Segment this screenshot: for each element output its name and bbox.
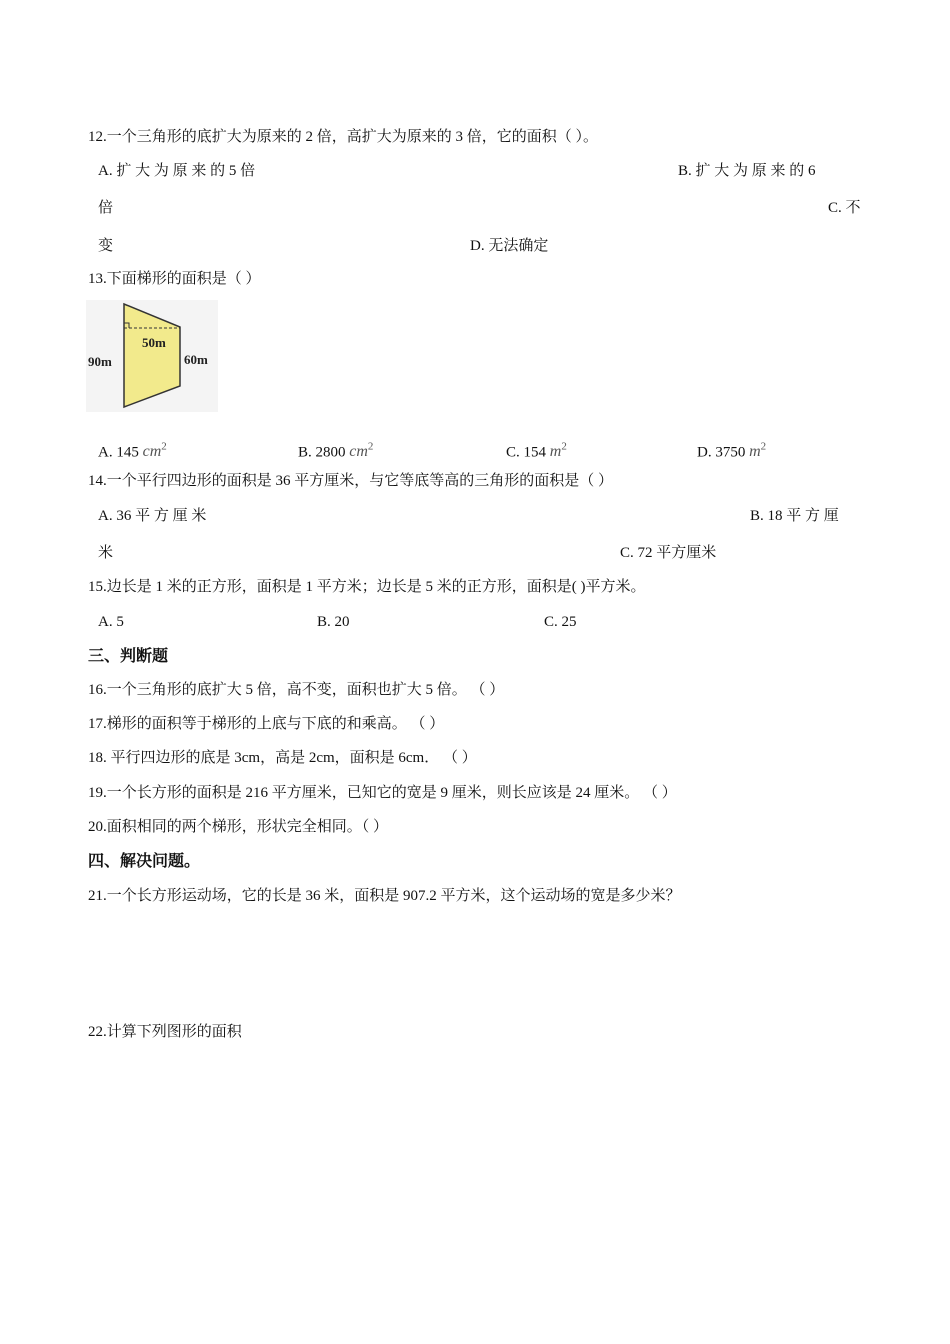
q12-option-a: A. 扩 大 为 原 来 的 5 倍 [98,163,256,179]
unit-exponent: 2 [367,441,374,453]
q15-option-c: C. 25 [544,614,577,630]
q13-option-d-value: D. 3750 [697,444,746,461]
trapezoid-figure [86,300,218,412]
q14-option-b-continued: 米 [98,545,114,561]
q14-stem: 14.一个平行四边形的面积是 36 平方厘米，与它等底等高的三角形的面积是（ ） [88,473,614,489]
unit-text: cm [349,443,368,461]
q20-statement: 20.面积相同的两个梯形，形状完全相同。（ ） [88,819,389,835]
q17-statement: 17.梯形的面积等于梯形的上底与下底的和乘高。 （ ） [88,716,445,732]
q16-statement: 16.一个三角形的底扩大 5 倍，高不变，面积也扩大 5 倍。 （ ） [88,682,505,698]
section-3-heading: 三、判断题 [88,646,169,665]
q15-option-b: B. 20 [317,614,350,630]
unit-text: cm [142,443,162,461]
unit-text: m [549,443,562,461]
q15-option-a: A. 5 [98,614,124,630]
q13-option-b-unit [349,443,373,460]
q13-stem: 13.下面梯形的面积是（ ） [88,271,261,287]
q18-statement: 18. 平行四边形的底是 3cm，高是 2cm，面积是 6cm． （ ） [88,750,477,766]
q12-option-c: C. 不 [828,200,861,216]
q13-option-d-unit [749,443,766,460]
label-60m: 60m [184,352,208,367]
unit-exponent: 2 [760,441,767,453]
q12-stem: 12.一个三角形的底扩大为原来的 2 倍，高扩大为原来的 3 倍，它的面积（ ）。 [88,129,599,145]
q14-option-a: A. 36 平 方 厘 米 [98,508,207,524]
q13-option-a-unit [143,443,167,460]
q21-problem: 21.一个长方形运动场，它的长是 36 米，面积是 907.2 平方米，这个运动场的宽是多少米？ [88,888,681,904]
unit-text: m [749,443,761,461]
q15-stem: 15.边长是 1 米的正方形，面积是 1 平方米；边长是 5 米的正方形，面积是( )平方米。 [88,579,646,595]
q13-option-c-unit [550,443,567,460]
q13-option-d [697,437,766,462]
q14-option-b: B. 18 平 方 厘 [750,508,839,524]
q13-option-a [98,437,167,462]
label-90m: 90m [88,354,112,369]
q14-option-c: C. 72 平方厘米 [620,545,717,561]
section-4-heading: 四、解决问题。 [88,851,201,870]
q13-option-c [506,437,567,462]
q13-option-a-value: A. 145 [98,444,139,461]
label-50m: 50m [142,335,166,350]
q12-option-b-continued: 倍 [98,200,114,216]
q12-option-d: D. 无法确定 [470,238,549,254]
q19-statement: 19.一个长方形的面积是 216 平方厘米，已知它的宽是 9 厘米，则长应该是 24 厘米。 （ ） [88,785,677,801]
q13-option-b [298,437,373,462]
q12-option-b: B. 扩 大 为 原 来 的 6 [678,163,816,179]
q13-option-b-value: B. 2800 [298,444,346,461]
q22-problem: 22.计算下列图形的面积 [88,1024,242,1040]
unit-exponent: 2 [161,441,167,453]
q13-option-c-value: C. 154 [506,444,547,461]
q12-option-c-continued: 变 [98,238,114,254]
unit-exponent: 2 [561,441,567,453]
